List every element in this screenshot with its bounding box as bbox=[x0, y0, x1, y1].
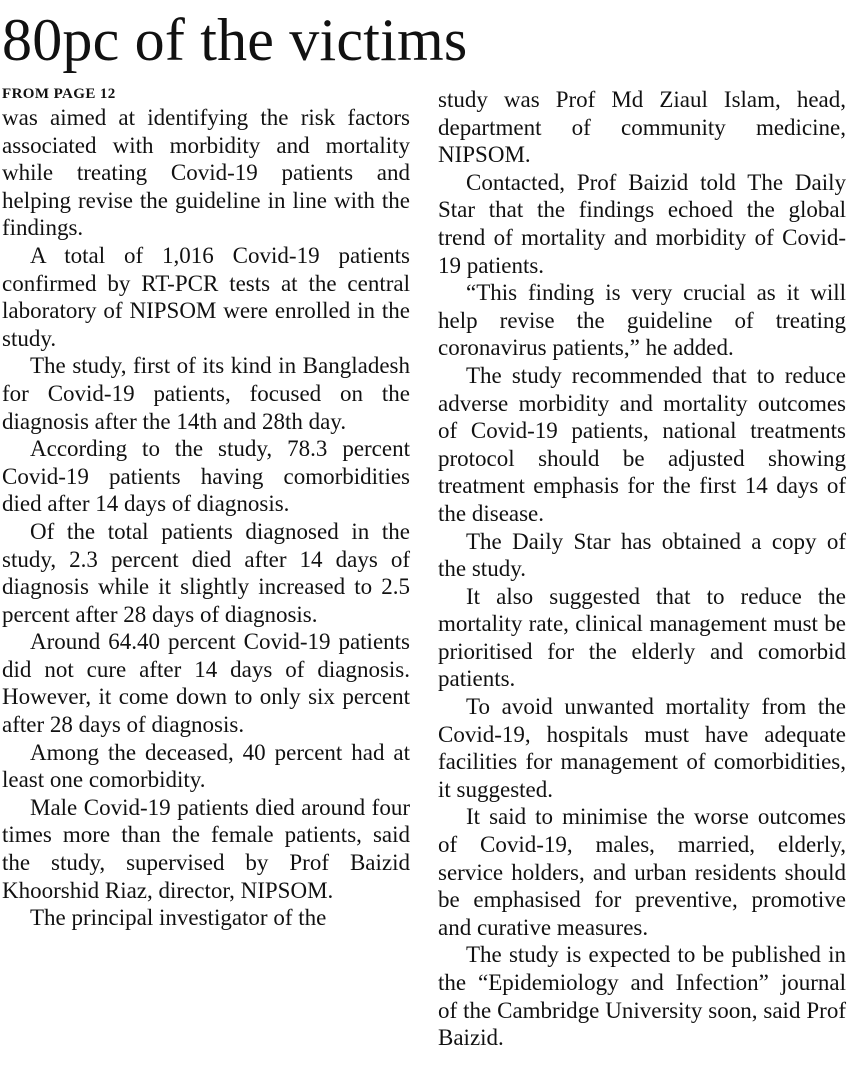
paragraph: Contacted, Prof Baizid told The Daily Star that the findings echoed the global trend of mortality and morbidity of Covid-19 patients. bbox=[438, 169, 846, 278]
paragraph: It also suggested that to reduce the mortality rate, clinical management must be prioritised for the elderly and comorbid patients. bbox=[438, 583, 846, 692]
paragraph: Male Covid-19 patients died around four times more than the female patients, said the study, supervised by Prof Baizid Khoorshid Riaz, director, NIPSOM. bbox=[2, 794, 410, 903]
paragraph: The study, first of its kind in Bangladesh for Covid-19 patients, focused on the diagnosis after the 14th and 28th day. bbox=[2, 353, 410, 434]
article-column-right bbox=[438, 86, 846, 1052]
paragraph: was aimed at identifying the risk factors associated with morbidity and mortality while treating Covid-19 patients and helping revise the guideline in line with the findings. bbox=[2, 105, 410, 241]
paragraph: To avoid unwanted mortality from the Covid-19, hospitals must have adequate facilities for management of comorbidities, it suggested. bbox=[438, 694, 846, 802]
paragraph: The study recommended that to reduce adverse morbidity and mortality outcomes of Covid-19 patients, national treatments protocol should be adjusted showing treatment emphasis for the first 14 days of the disease. bbox=[438, 362, 846, 526]
paragraph: According to the study, 78.3 percent Covid-19 patients having comorbidities died after 14 days of diagnosis. bbox=[2, 436, 410, 517]
paragraph: Among the deceased, 40 percent had at least one comorbidity. bbox=[2, 739, 410, 793]
article-headline: 80pc of the victims bbox=[2, 7, 468, 73]
paragraph: A total of 1,016 Covid-19 patients confirmed by RT-PCR tests at the central laboratory of NIPSOM were enrolled in the study. bbox=[2, 242, 410, 351]
paragraph: The study is expected to be published in the “Epidemiology and Infection” journal of the Cambridge University soon, said Prof Baizid. bbox=[438, 942, 846, 1051]
paragraph: “This finding is very crucial as it will help revise the guideline of treating coronavirus patients,” he added. bbox=[438, 280, 846, 361]
paragraph: Of the total patients diagnosed in the study, 2.3 percent died after 14 days of diagnosis while it slightly increased to 2.5 percent after 28 days of diagnosis. bbox=[2, 518, 410, 627]
paragraph: The principal investigator of the bbox=[30, 905, 327, 931]
paragraph: study was Prof Md Ziaul Islam, head, department of community medicine, NIPSOM. bbox=[438, 87, 846, 168]
continuation-kicker: FROM PAGE 12 bbox=[2, 86, 116, 102]
paragraph: Around 64.40 percent Covid-19 patients did not cure after 14 days of diagnosis. However, it come down to only six percent after 28 days of diagnosis. bbox=[2, 629, 410, 738]
paragraph: The Daily Star has obtained a copy of the study. bbox=[438, 528, 846, 582]
paragraph: It said to minimise the worse outcomes of Covid-19, males, married, elderly, service holders, and urban residents should be emphasised for preventive, promotive and curative measures. bbox=[438, 804, 846, 940]
article-column-left bbox=[2, 84, 410, 932]
